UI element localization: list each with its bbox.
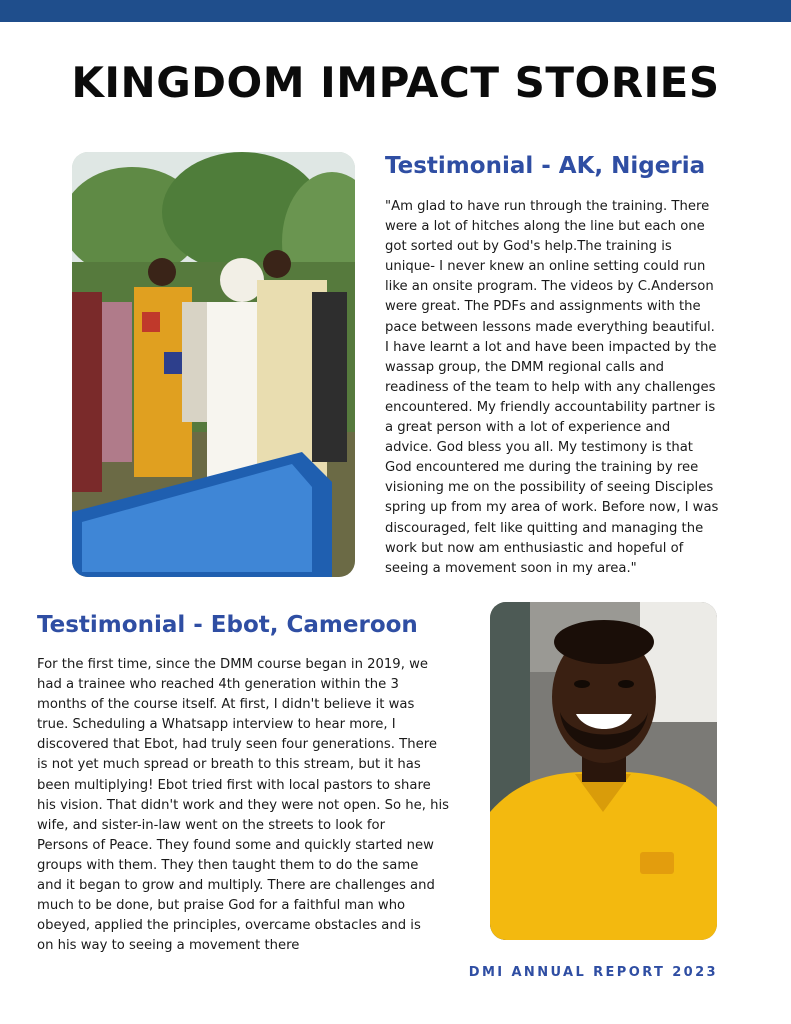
testimonial-1-line: wassap group, the DMM regional calls and xyxy=(385,359,665,375)
testimonial-1-line: pace between lessons made everything beautiful. xyxy=(385,319,715,335)
testimonial-2-line: months of the course itself. At first, I didn't believe it was xyxy=(37,697,415,713)
testimonial-2-line: his vision. That didn't work and they were not open. So he, his xyxy=(37,797,450,813)
testimonial-1-line: readiness of the team to help with any challenges xyxy=(385,379,716,395)
testimonial-1-line: a great person with a lot of experience and xyxy=(385,420,671,436)
testimonial-2-line: had a trainee who reached 4th generation within the 3 xyxy=(37,677,399,693)
top-accent-bar xyxy=(0,0,791,22)
report-footer: DMI ANNUAL REPORT 2023 xyxy=(468,965,718,980)
testimonial-1-line: like an onsite program. The videos by C.Anderson xyxy=(385,279,714,295)
testimonial-1-line: were great. The PDFs and assignments with the xyxy=(385,299,701,315)
testimonial-2-line: on his way to seeing a movement there xyxy=(37,938,300,954)
testimonial-1-line: got sorted out by God's help.The training is xyxy=(385,239,672,255)
testimonial-2-line: been multiplying! Ebot tried first with local pastors to share xyxy=(37,777,431,793)
testimonial-1-body xyxy=(385,197,745,579)
testimonial-1-line: encountered. My friendly accountability partner is xyxy=(385,399,716,415)
page-title: KINGDOM IMPACT STORIES xyxy=(71,58,720,107)
testimonial-1-line: were a lot of hitches along the line but each one xyxy=(385,219,705,235)
testimonial-1-line: "Am glad to have run through the training. There xyxy=(385,199,710,214)
testimonial-2-line: and it began to grow and multiply. There are challenges and xyxy=(37,878,435,894)
testimonial-1-line: advice. God bless you all. My testimony is that xyxy=(385,440,693,456)
testimonial-2-line: obeyed, applied the principles, overcame obstacles and is xyxy=(37,918,421,934)
testimonial-2-line: is not yet much spread or breath to this stream, but it has xyxy=(37,757,421,773)
testimonial-2-line: wife, and sister-in-law went on the streets to look for xyxy=(37,817,386,833)
testimonial-2-line: groups with them. They then taught them to do the same xyxy=(37,857,419,873)
testimonial-1-line: work but now am enthusiastic and hopeful of xyxy=(385,540,684,556)
testimonial-2-line: Persons of Peace. They found some and quickly started new xyxy=(37,837,434,853)
testimonial-1-line: visioning me on the possibility of seeing Disciples xyxy=(385,480,714,496)
testimonial-1-line: spring up from my area of work. Before now, I was xyxy=(385,500,719,516)
testimonial-1-line: discouraged, felt like quitting and managing the xyxy=(385,520,704,536)
testimonial-2-heading: Testimonial - Ebot, Cameroon xyxy=(37,612,418,638)
testimonial-1-line: seeing a movement soon in my area." xyxy=(385,560,637,576)
testimonial-2-line: true. Scheduling a Whatsapp interview to hear more, I xyxy=(37,717,396,733)
testimonial-2-body xyxy=(37,655,467,956)
testimonial-1-heading: Testimonial - AK, Nigeria xyxy=(385,153,706,179)
testimonial-1-line: God encountered me during the training by ree xyxy=(385,460,699,476)
testimonial-2-line: For the first time, since the DMM course began in 2019, we xyxy=(37,657,428,672)
testimonial-1-line: I have learnt a lot and have been impacted by the xyxy=(385,339,717,355)
portrait-photo xyxy=(490,602,717,940)
testimonial-2-line: discovered that Ebot, had truly seen four generations. There xyxy=(37,737,437,753)
testimonial-1-line: unique- I never knew an online setting could run xyxy=(385,259,706,275)
testimonial-2-line: much to be done, but praise God for a faithful man who xyxy=(37,898,406,914)
baptism-photo xyxy=(72,152,355,577)
